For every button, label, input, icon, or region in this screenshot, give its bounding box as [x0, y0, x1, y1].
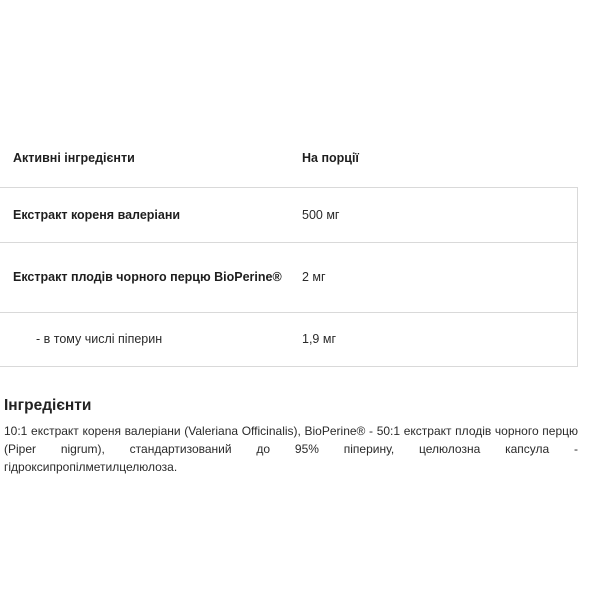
ingredient-name: Екстракт плодів чорного перцю BioPerine® [13, 270, 282, 284]
ingredient-amount: 1,9 мг [302, 332, 337, 346]
ingredient-amount: 2 мг [302, 270, 326, 284]
table-row [0, 243, 578, 313]
ingredients-section [4, 396, 578, 476]
nutrition-table [0, 130, 578, 367]
table-header-row [0, 130, 578, 188]
table-row [0, 188, 578, 243]
ingredient-name: Екстракт кореня валеріани [13, 207, 181, 222]
ingredients-title: Інгредієнти [4, 397, 92, 414]
ingredient-amount: 500 мг [302, 207, 340, 222]
ingredients-text: 10:1 екстракт кореня валеріани (Valeriana Officinalis), BioPerine® - 50:1 екстракт плодів чорного перцю (Piper nigrum), стандартизований до 95% піперину, целюлозна капсула - гідроксипропілметилцелюлоза. [4, 424, 578, 474]
ingredient-name: - в тому числі піперин [36, 332, 163, 346]
header-per-serving: На порції [302, 151, 359, 165]
table-row [0, 313, 578, 367]
header-active-ingredients: Активні інгредієнти [13, 151, 135, 165]
